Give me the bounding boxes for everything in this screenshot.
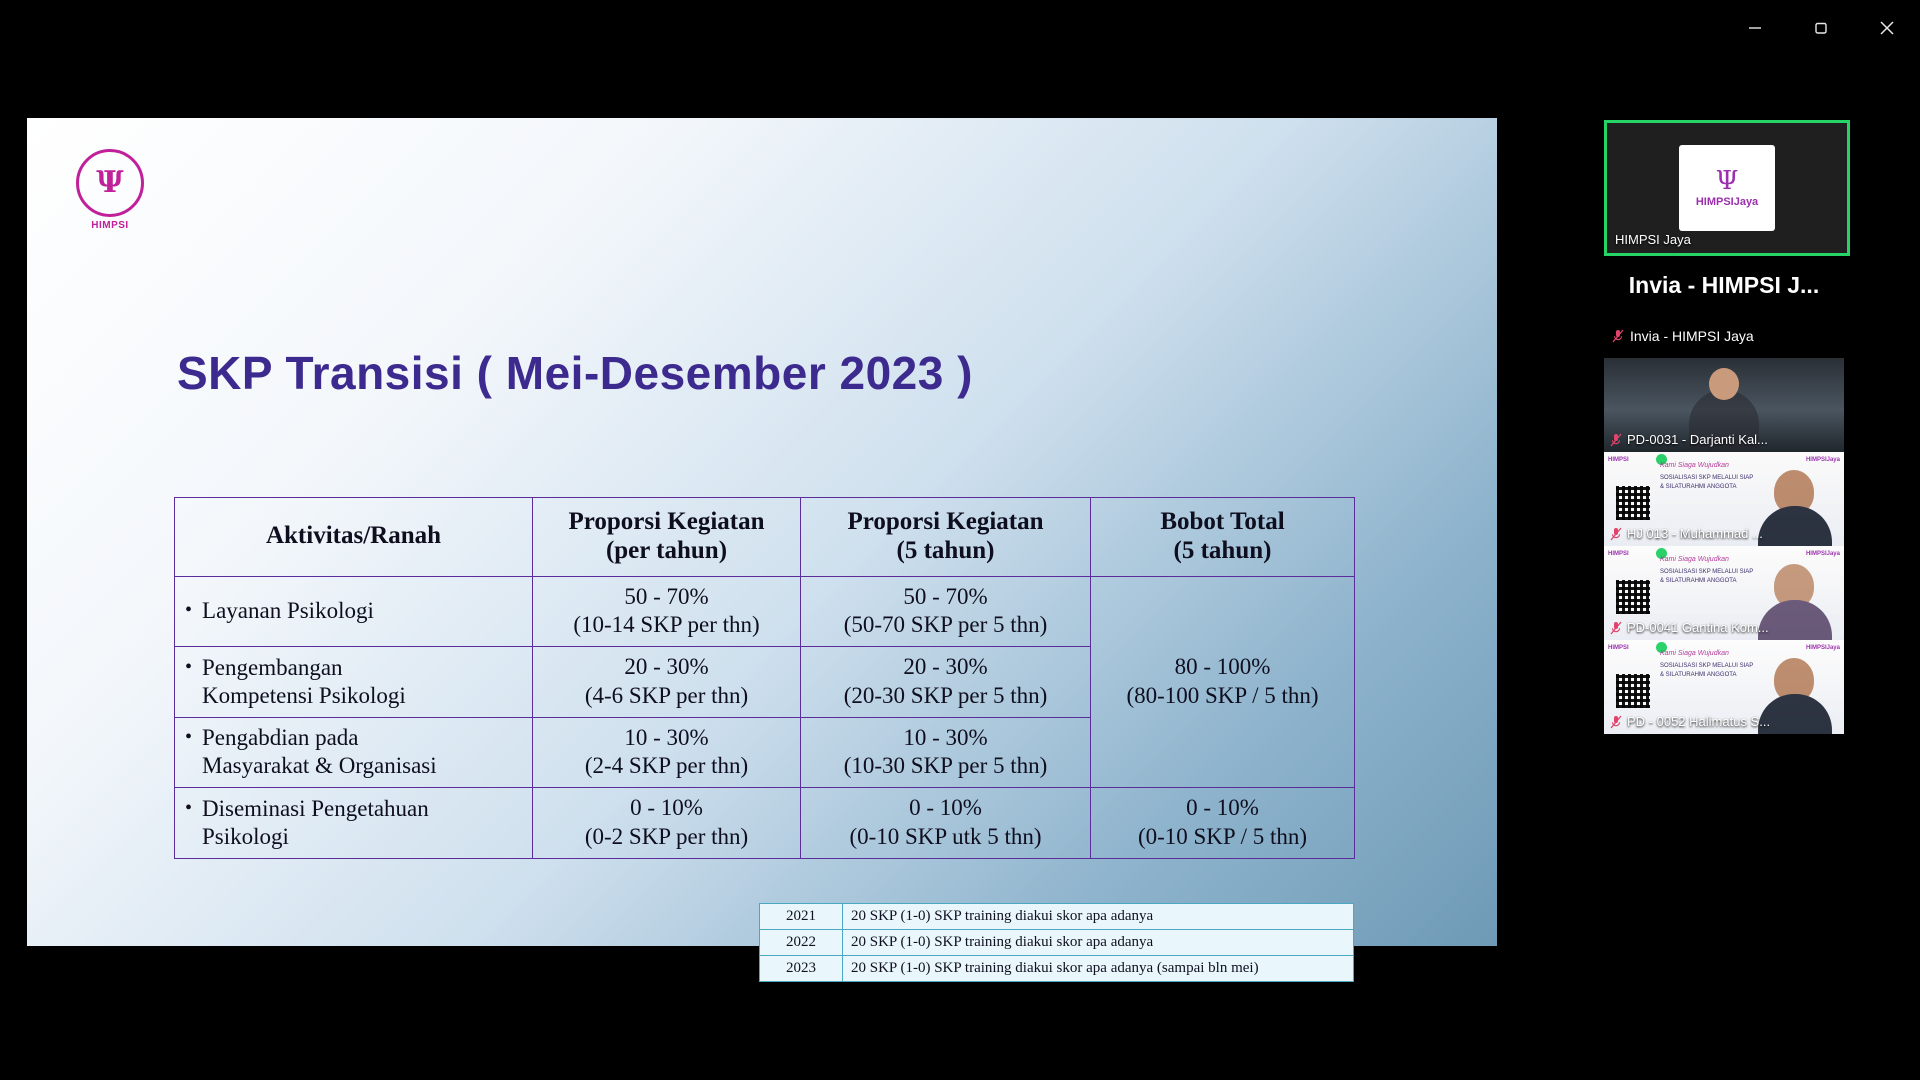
value-line-2: (0-10 SKP / 5 thn) [1137, 823, 1308, 849]
header-line-2: (per tahun) [605, 536, 728, 564]
header-line-1: Bobot Total [1160, 508, 1285, 535]
table-row [760, 930, 1354, 956]
participant-name-label [1615, 232, 1691, 247]
mini-slide-title: Kami Siaga Wujudkan [1660, 556, 1729, 563]
value-line-1: 80 - 100% [1174, 654, 1271, 679]
self-name: HIMPSI Jaya [1615, 232, 1691, 247]
cell-note: 20 SKP (1-0) SKP training diakui skor apa adanya [843, 930, 1354, 956]
value-line-1: 20 - 30% [624, 654, 709, 679]
logo-label: HIMPSI [91, 220, 129, 231]
close-icon [1877, 18, 1897, 38]
participant-name: PD-0031 - Darjanti Kal... [1627, 432, 1768, 447]
activity-line-2: Kompetensi Psikologi [202, 682, 406, 708]
activity-line-1: Pengabdian pada [202, 725, 359, 751]
cell-activity [175, 576, 533, 647]
psi-glyph-icon: Ψ [96, 165, 124, 200]
column-header-five-year [801, 498, 1091, 577]
participant-tile-hj013[interactable] [1604, 452, 1844, 546]
mini-slide-header-right: HIMPSIJaya [1805, 645, 1840, 651]
mini-slide-title: Kami Siaga Wujudkan [1660, 650, 1729, 657]
participant-name: HJ 013 - Muhammad ... [1627, 526, 1763, 541]
cell-per-year [533, 788, 801, 859]
mini-slide-line-1: SOSIALISASI SKP MELALUI SIAP [1660, 475, 1754, 481]
logo-label: HIMPSIJaya [1695, 196, 1759, 208]
mini-slide-line-2: & SILATURAHMI ANGGOTA [1660, 484, 1737, 490]
header-line-1: Proporsi Kegiatan [847, 508, 1044, 535]
table-row [760, 904, 1354, 930]
value-line-1: 0 - 10% [630, 795, 703, 820]
mic-off-icon [1610, 433, 1622, 447]
participant-name-label: Invia - HIMPSI Jaya [1630, 328, 1754, 344]
participant-tile-pd0052[interactable] [1604, 640, 1844, 734]
value-line-1: 0 - 10% [909, 795, 982, 820]
mic-off-icon [1610, 527, 1622, 541]
participant-name-label [1610, 526, 1763, 541]
activity-line-2: Psikologi [202, 823, 289, 849]
cell-total-last [1091, 788, 1355, 859]
restore-button[interactable] [1788, 0, 1854, 56]
cell-activity [175, 788, 533, 859]
value-line-2: (50-70 SKP per 5 thn) [843, 612, 1048, 638]
qr-code-icon [1616, 486, 1650, 520]
activity-line-2: Masyarakat & Organisasi [202, 753, 437, 779]
qr-code-icon [1616, 674, 1650, 708]
himpsi-logo [72, 146, 148, 234]
close-button[interactable] [1854, 0, 1920, 56]
window-controls [1722, 0, 1920, 56]
cell-activity [175, 717, 533, 788]
value-line-2: (10-14 SKP per thn) [573, 612, 760, 638]
participant-name-label [1610, 620, 1769, 635]
cell-per-year [533, 647, 801, 718]
mini-slide-line-1: SOSIALISASI SKP MELALUI SIAP [1660, 569, 1754, 575]
value-line-1: 20 - 30% [903, 654, 988, 679]
active-speaker-name: Invia - HIMPSI J... [1604, 256, 1844, 314]
table-row [175, 576, 1355, 647]
cell-five-year [801, 576, 1091, 647]
participant-name-label [1610, 714, 1770, 729]
table-row [760, 956, 1354, 982]
participant-name: PD-0041 Gantina Kom... [1627, 620, 1769, 635]
mini-slide-header-right: HIMPSIJaya [1805, 457, 1840, 463]
mini-slide-line-1: SOSIALISASI SKP MELALUI SIAP [1660, 663, 1754, 669]
header-line-2: (5 tahun) [896, 536, 995, 564]
cell-per-year [533, 576, 801, 647]
mini-slide-header-right: HIMPSIJaya [1805, 551, 1840, 557]
mic-off-icon [1610, 715, 1622, 729]
cell-note: 20 SKP (1-0) SKP training diakui skor apa adanya [843, 904, 1354, 930]
participant-tile-pd0031[interactable] [1604, 358, 1844, 452]
activity-line-1: Pengembangan [202, 654, 343, 680]
bullet-icon: • [185, 599, 193, 622]
column-header-per-year [533, 498, 801, 577]
column-header-activity [175, 498, 533, 577]
value-line-2: (10-30 SKP per 5 thn) [843, 753, 1048, 779]
restore-icon [1812, 19, 1830, 37]
value-line-1: 0 - 10% [1186, 795, 1259, 820]
qr-code-icon [1616, 580, 1650, 614]
value-line-1: 10 - 30% [624, 724, 709, 750]
shared-screen-stage[interactable] [27, 72, 1497, 992]
camera-overlay-face [1752, 458, 1838, 546]
activity-line-1: Layanan Psikologi [202, 598, 374, 624]
cell-total-merged [1091, 576, 1355, 788]
value-line-2: (2-4 SKP per thn) [584, 753, 749, 779]
column-header-total [1091, 498, 1355, 577]
participant-tile-invia[interactable] [1604, 314, 1852, 358]
header-line-1: Aktivitas/Ranah [265, 522, 442, 550]
value-line-1: 10 - 30% [903, 724, 988, 750]
value-line-1: 50 - 70% [624, 583, 709, 609]
mic-off-icon [1612, 329, 1624, 343]
minimize-button[interactable] [1722, 0, 1788, 56]
mini-slide-line-2: & SILATURAHMI ANGGOTA [1660, 672, 1737, 678]
himpsi-jaya-logo [1679, 145, 1775, 231]
skp-table [174, 497, 1355, 859]
cell-year: 2023 [760, 956, 843, 982]
mini-slide-header-left: HIMPSI [1608, 645, 1629, 651]
person-head [1709, 368, 1739, 400]
cell-five-year [801, 717, 1091, 788]
cell-five-year [801, 788, 1091, 859]
minimize-icon [1746, 19, 1764, 37]
value-line-2: (0-10 SKP utk 5 thn) [849, 823, 1042, 849]
cell-per-year [533, 717, 801, 788]
mini-slide-title: Kami Siaga Wujudkan [1660, 462, 1729, 469]
value-line-2: (4-6 SKP per thn) [584, 682, 749, 708]
mini-slide-header-left: HIMPSI [1608, 457, 1629, 463]
participant-tile-pd0041[interactable] [1604, 546, 1844, 640]
header-line-2: (5 tahun) [1173, 536, 1272, 564]
cell-five-year [801, 647, 1091, 718]
bullet-icon: • [185, 796, 193, 819]
cell-year: 2022 [760, 930, 843, 956]
mini-slide-line-2: & SILATURAHMI ANGGOTA [1660, 578, 1737, 584]
value-line-1: 50 - 70% [903, 583, 988, 609]
presentation-slide [27, 118, 1497, 976]
table-header-row [175, 498, 1355, 577]
logo-circle-icon [76, 149, 144, 217]
activity-line-1: Diseminasi Pengetahuan [202, 795, 429, 821]
transition-notes-table [759, 903, 1354, 982]
value-line-2: (20-30 SKP per 5 thn) [843, 682, 1048, 708]
bullet-icon: • [185, 726, 193, 749]
cell-year: 2021 [760, 904, 843, 930]
participants-sidebar[interactable] [1604, 120, 1844, 734]
value-line-2: (0-2 SKP per thn) [584, 823, 749, 849]
mic-off-icon [1610, 621, 1622, 635]
page-title: SKP Transisi ( Mei-Desember 2023 ) [177, 347, 973, 399]
cell-note: 20 SKP (1-0) SKP training diakui skor apa adanya (sampai bln mei) [843, 956, 1354, 982]
value-line-2: (80-100 SKP / 5 thn) [1126, 682, 1319, 708]
participant-name: PD - 0052 Halimatus S... [1627, 714, 1771, 729]
mini-slide-header-left: HIMPSI [1608, 551, 1629, 557]
psi-glyph-icon: Ψ [1715, 166, 1739, 196]
header-line-1: Proporsi Kegiatan [568, 508, 765, 535]
table-row [175, 788, 1355, 859]
cell-activity [175, 647, 533, 718]
self-video-tile[interactable] [1604, 120, 1850, 256]
participant-name-label [1610, 432, 1768, 447]
bullet-icon: • [185, 655, 193, 678]
